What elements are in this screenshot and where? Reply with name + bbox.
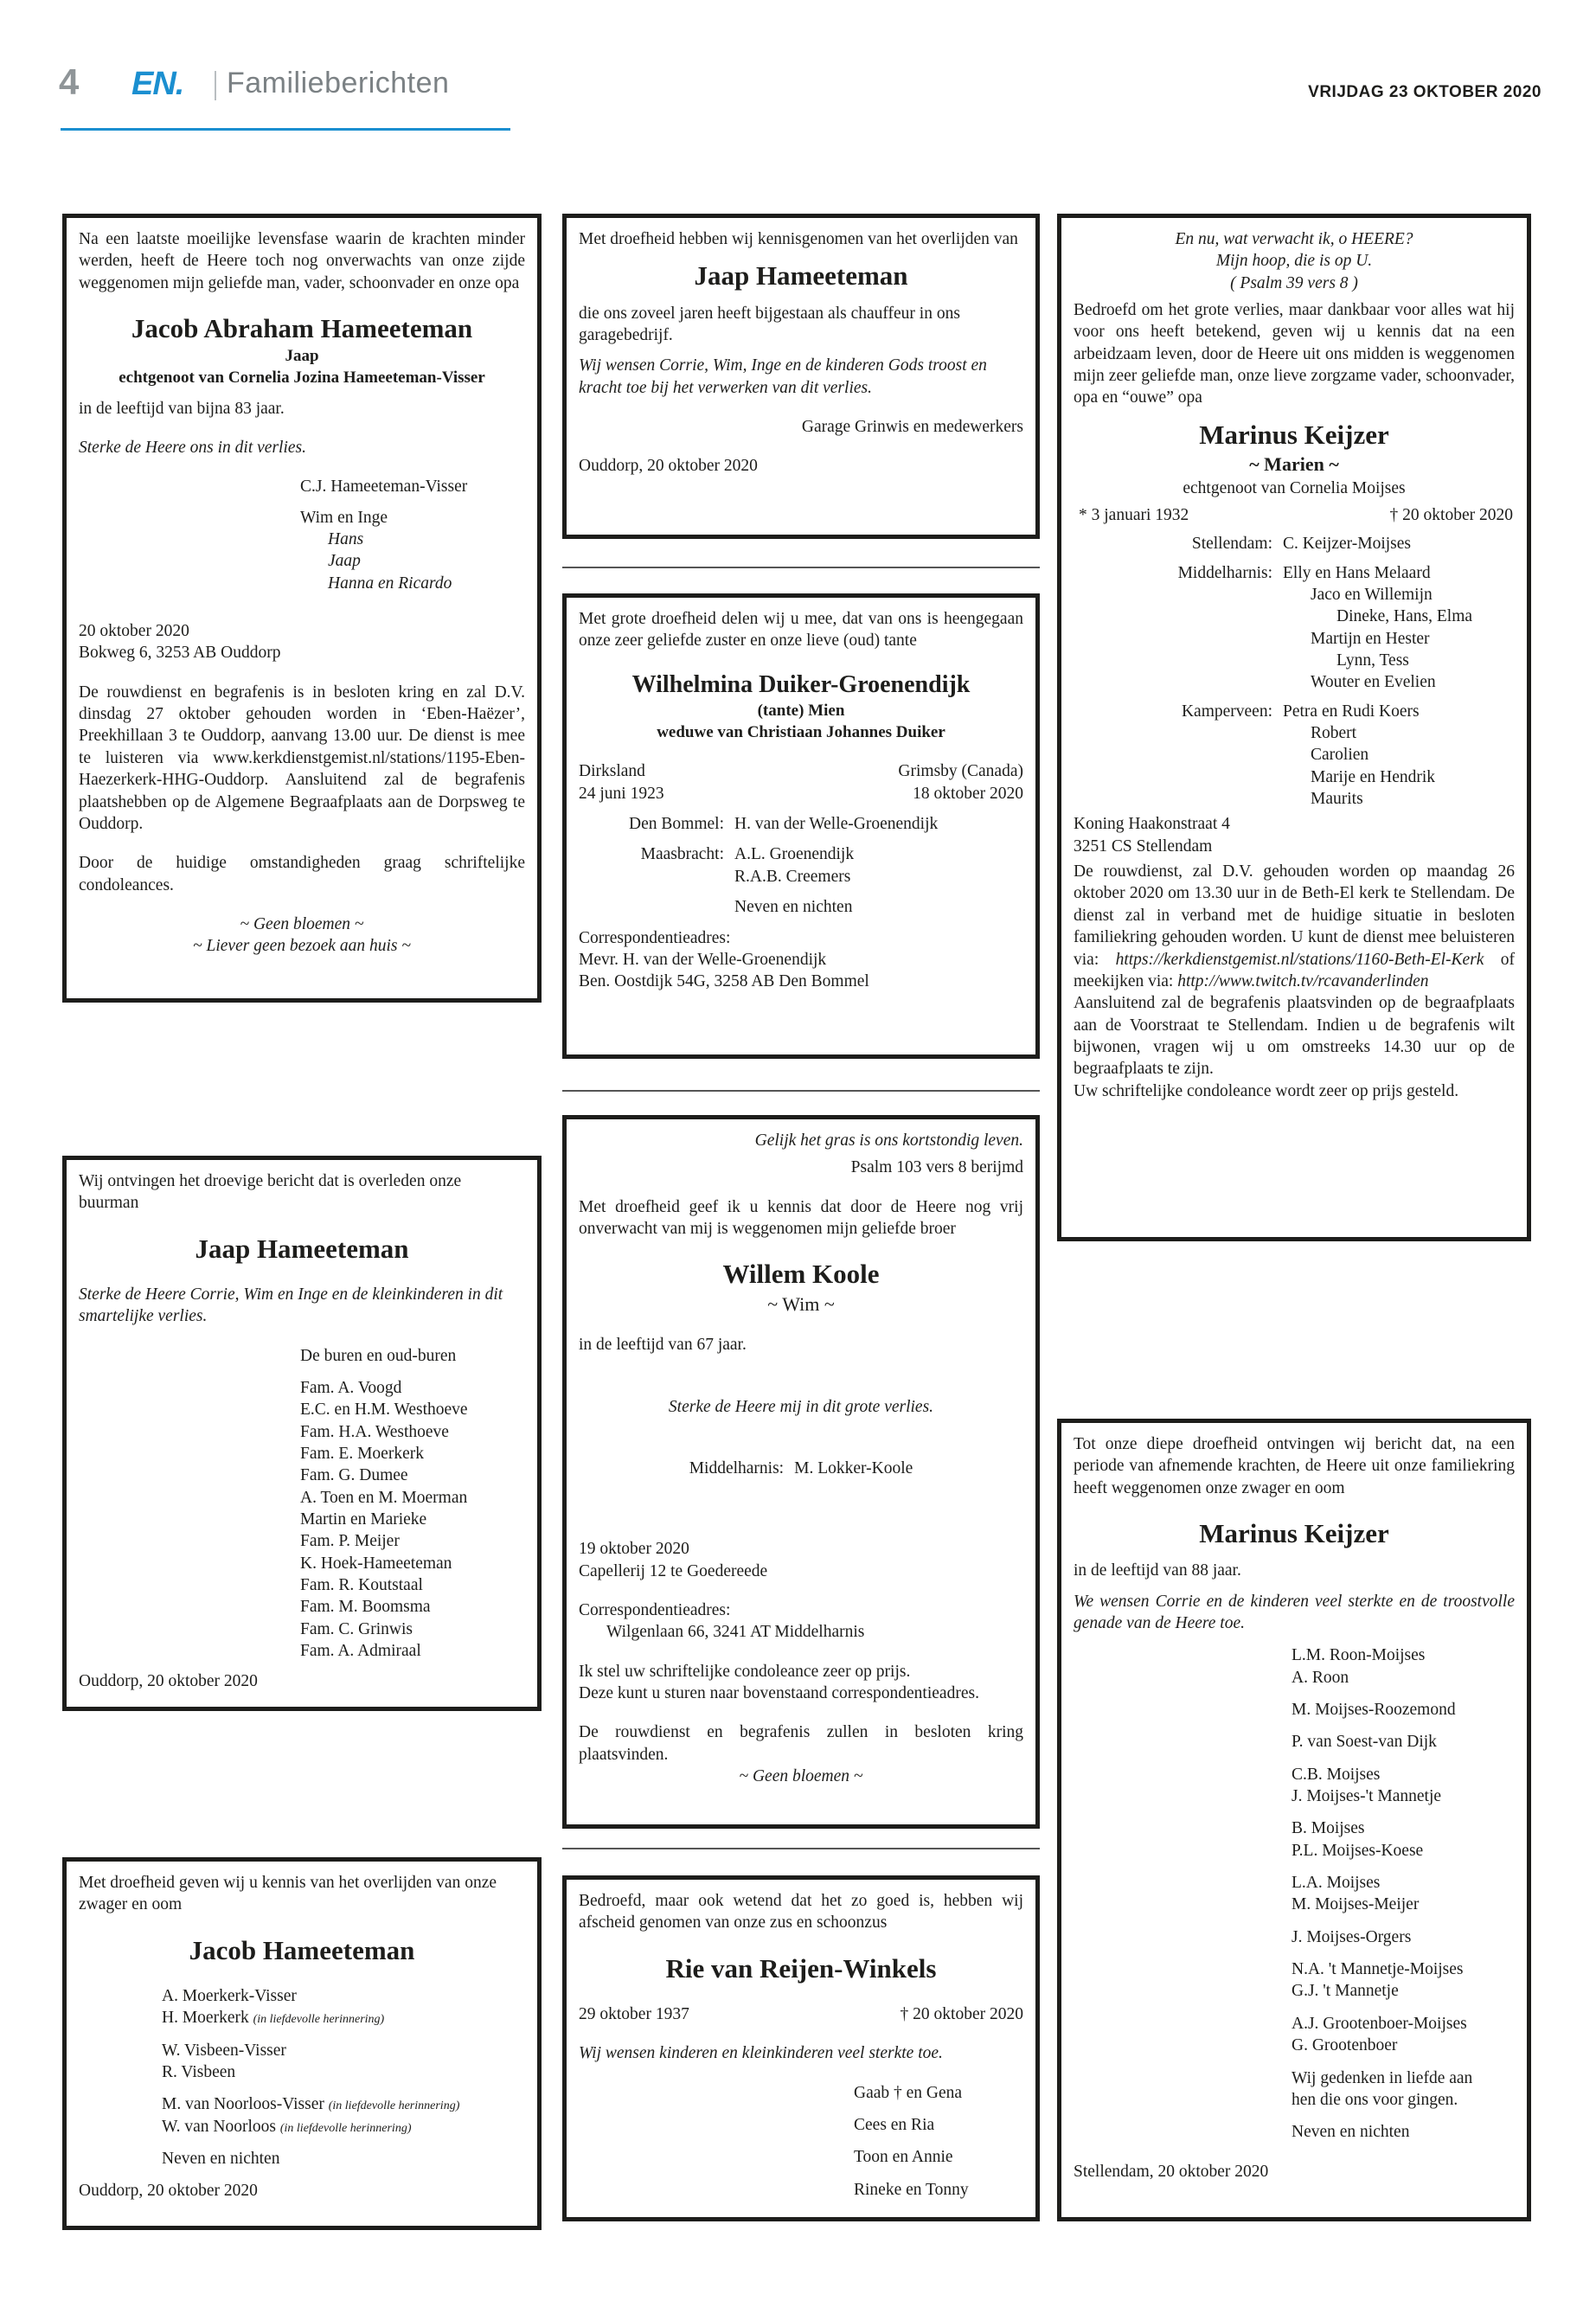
- notice-visser-family: [62, 1857, 542, 2230]
- intro-text: Na een laatste moeilijke levensfase waarin de krachten minder werden, heeft de Heere toch nog onverwachts van onze zijde weggenomen mijn geliefde man, vader, schoonvader en onze opa: [79, 230, 525, 292]
- verse-line: En nu, wat verwacht ik, o HEERE?: [1175, 230, 1413, 248]
- no-flowers: ~ Geen bloemen ~: [240, 914, 364, 933]
- intro-text: Bedroefd om het grote verlies, maar dankbaar voor alles wat hij voor ons heeft betekend, geven wij u kennis dat na een arbeidzaam leven, door de Heere uit ons midden is weggenomen mijn zeer geliefde man, onze lieve zorgzame vader, schoonvader, opa en “ouwe” opa: [1074, 301, 1515, 407]
- family-name: Robert: [1311, 724, 1357, 743]
- no-flowers: ~ Geen bloemen ~: [739, 1767, 863, 1786]
- neighbour-name: K. Hoek-Hameeteman: [300, 1554, 452, 1573]
- birth-date: 24 juni 1923: [579, 784, 664, 803]
- remembrance: Wij gedenken in liefde aan: [1292, 2068, 1473, 2087]
- issue-date: VRIJDAG 23 OKTOBER 2020: [1308, 83, 1542, 101]
- relative-name: M. van Noorloos-Visser: [162, 2095, 324, 2114]
- obituary-rie-van-reijen: [562, 1875, 1040, 2221]
- signer: C.J. Hameeteman-Visser: [300, 478, 468, 497]
- nickname: ~ Wim ~: [767, 1292, 835, 1315]
- relative-name: Toon en Annie: [854, 2148, 953, 2167]
- verse: Gelijk het gras is ons kortstondig leven.: [754, 1131, 1023, 1150]
- service-info: De rouwdienst en begrafenis zullen in besloten kring plaatsvinden.: [579, 1723, 1023, 1764]
- intro-text: Met droefheid geven wij u kennis van het overlijden van onze zwager en oom: [79, 1874, 497, 1914]
- neighbour-name: Fam. M. Boomsma: [300, 1598, 431, 1617]
- intro-text: Met droefheid geef ik u kennis dat door de Heere nog vrij onverwacht van mij is weggenomen mijn geliefde broer: [579, 1197, 1023, 1239]
- neighbour-name: Fam. H.A. Westhoeve: [300, 1422, 449, 1441]
- deceased-name: Wilhelmina Duiker-Groenendijk: [631, 670, 971, 698]
- relative-name: L.A. Moijses: [1292, 1874, 1381, 1893]
- family-name: Jaco en Willemijn: [1311, 586, 1433, 605]
- date: 19 oktober 2020: [579, 1540, 689, 1559]
- deceased-name: Willem Koole: [722, 1259, 880, 1290]
- family-name: Carolien: [1311, 746, 1369, 765]
- spouse: echtgenoot van Cornelia Jozina Hameeteman-Visser: [119, 369, 485, 388]
- age: in de leeftijd van bijna 83 jaar.: [79, 399, 285, 418]
- place-date: Ouddorp, 20 oktober 2020: [79, 2182, 258, 2201]
- nickname: Jaap: [285, 347, 319, 366]
- family-name: Wim en Inge: [300, 508, 388, 527]
- notice-garage-grinwis: [562, 214, 1040, 539]
- notice-neighbours: [62, 1156, 542, 1711]
- obituary-willem-koole: [562, 1115, 1040, 1829]
- relative-name: H. Moerkerk: [162, 2009, 249, 2028]
- column-separator: [562, 1848, 1040, 1849]
- relative-place: Middelharnis:: [689, 1458, 785, 1477]
- in-memoriam-note: (in liefdevolle herinnering): [328, 2099, 460, 2113]
- in-memoriam-note: (in liefdevolle herinnering): [253, 2013, 385, 2027]
- address-line: Koning Haakonstraat 4: [1074, 815, 1230, 834]
- intro-text: Wij ontvingen het droevige bericht dat is overleden onze buurman: [79, 1172, 462, 1213]
- intro-text: Met grote droefheid delen wij u mee, dat van ons is heengegaan onze zeer geliefde zuster en onze lieve (oud) tante: [579, 610, 1023, 651]
- relative-name: J. Moijses-Orgers: [1292, 1927, 1412, 1946]
- wish: Wij wensen Corrie, Wim, Inge en de kinderen Gods troost en kracht toe bij het verwerken van dit verlies.: [579, 356, 987, 397]
- correspondence-label: Correspondentieadres:: [579, 928, 731, 947]
- family-name: Lynn, Tess: [1336, 651, 1409, 670]
- relative-name: M. Moijses-Roozemond: [1292, 1701, 1456, 1720]
- service-info: De rouwdienst en begrafenis is in besloten kring en zal D.V. dinsdag 27 oktober gehouden worden in ‘Eben-Haëzer’, Preekhillaan 3 te Ouddorp, aanvang 13.00 uur. De dienst is mee te luisteren via www.kerkdienstgemist.nl/stations/1195-Eben-Haezerkerk-HHG-Ouddorp. Aansluitend zal de begrafenis plaatshebben op de Algemene Begraafplaats aan de Dorpsweg te Ouddorp.: [79, 683, 525, 833]
- signer: Garage Grinwis en medewerkers: [801, 418, 1023, 437]
- relative-name: M. Lokker-Koole: [794, 1458, 913, 1477]
- notice-moijses-family: [1057, 1419, 1531, 2221]
- column-separator: [562, 1090, 1040, 1092]
- intro-text: Bedroefd, maar ook wetend dat het zo goed is, hebben wij afscheid genomen van onze zus en schoonzus: [579, 1892, 1023, 1932]
- page-number: 4: [59, 61, 80, 102]
- column-separator: [562, 567, 1040, 568]
- wish: We wensen Corrie en de kinderen veel sterkte en de troostvolle genade van de Heere toe.: [1074, 1592, 1515, 1633]
- header-rule: [61, 128, 510, 131]
- body-text: die ons zoveel jaren heeft bijgestaan als chauffeur in ons garagebedrijf.: [579, 304, 960, 344]
- death-place: Grimsby (Canada): [898, 762, 1023, 781]
- relative-name: L.M. Roon-Moijses: [1292, 1646, 1426, 1665]
- signer: De buren en oud-buren: [300, 1346, 457, 1365]
- relative-name: A. Moerkerk-Visser: [162, 1986, 297, 2005]
- newspaper-logo: EN.: [131, 66, 184, 102]
- deceased-name: Jacob Abraham Hameeteman: [131, 313, 473, 344]
- death-date: † 20 oktober 2020: [1389, 505, 1513, 524]
- family-name: Dineke, Hans, Elma: [1336, 607, 1473, 626]
- verse: Sterke de Heere ons in dit verlies.: [79, 439, 306, 458]
- place-date: Ouddorp, 20 oktober 2020: [79, 1672, 258, 1691]
- relative-name: H. van der Welle-Groenendijk: [734, 815, 939, 834]
- family-place: Kamperveen:: [1181, 702, 1272, 721]
- family-name: Petra en Rudi Koers: [1283, 702, 1420, 721]
- intro-text: Met droefheid hebben wij kennisgenomen van het overlijden van: [579, 230, 1018, 248]
- neighbour-name: Fam. A. Admiraal: [300, 1642, 421, 1661]
- deceased-name: Jaap Hameeteman: [694, 260, 908, 292]
- date: 20 oktober 2020: [79, 622, 189, 641]
- note: Deze kunt u sturen naar bovenstaand correspondentieadres.: [579, 1684, 979, 1703]
- relative-name: C.B. Moijses: [1292, 1765, 1381, 1784]
- relative-name: A. Roon: [1292, 1668, 1349, 1687]
- header-divider: [215, 71, 216, 100]
- intro-text: Tot onze diepe droefheid ontvingen wij bericht dat, na een periode van afnemende krachten, de Heere uit onze familiekring heeft weggenomen onze zwager en oom: [1074, 1435, 1515, 1497]
- neighbour-name: Fam. G. Dumee: [300, 1466, 408, 1485]
- nephews-nieces: Neven en nichten: [734, 898, 853, 917]
- age: in de leeftijd van 67 jaar.: [579, 1336, 747, 1355]
- relative-name: P.L. Moijses-Koese: [1292, 1841, 1424, 1860]
- family-place: Stellendam:: [1191, 535, 1272, 554]
- birth-date: 29 oktober 1937: [579, 2004, 689, 2023]
- neighbour-name: Fam. E. Moerkerk: [300, 1445, 424, 1464]
- relative-name: N.A. 't Mannetje-Moijses: [1292, 1960, 1464, 1979]
- relative-name: Rineke en Tonny: [854, 2180, 969, 2199]
- death-date: 18 oktober 2020: [913, 784, 1023, 803]
- section-title: Familieberichten: [227, 67, 450, 99]
- relative-name: A.J. Grootenboer-Moijses: [1292, 2014, 1467, 2033]
- relative-name: J. Moijses-'t Mannetje: [1292, 1787, 1442, 1806]
- relative-name: B. Moijses: [1292, 1819, 1365, 1838]
- stream-link[interactable]: https://kerkdienstgemist.nl/stations/1160-Beth-El-Kerk: [1115, 950, 1484, 969]
- family-place: Middelharnis:: [1177, 563, 1272, 582]
- correspondence-label: Correspondentieadres:: [579, 1600, 731, 1619]
- neighbour-name: Fam. C. Grinwis: [300, 1619, 413, 1638]
- relative-place: Maasbracht:: [640, 845, 724, 864]
- relative-name: R. Visbeen: [162, 2063, 236, 2082]
- neighbour-name: A. Toen en M. Moerman: [300, 1488, 468, 1507]
- deceased-name: Jaap Hameeteman: [195, 1233, 409, 1264]
- wish: Wij wensen kinderen en kleinkinderen veel sterkte toe.: [579, 2044, 943, 2063]
- address-line: 3251 CS Stellendam: [1074, 836, 1213, 856]
- family-name: Hanna en Ricardo: [328, 574, 452, 593]
- family-name: Maurits: [1311, 790, 1363, 809]
- relative-name: Neven en nichten: [1292, 2123, 1410, 2142]
- wish: Sterke de Heere mij in dit grote verlies.: [668, 1397, 934, 1416]
- spouse: echtgenoot van Cornelia Moijses: [1183, 478, 1406, 497]
- deceased-name: Jacob Hameeteman: [189, 1934, 415, 1965]
- family-name: Jaap: [328, 552, 361, 571]
- relative-name: A.L. Groenendijk: [734, 845, 855, 864]
- relative-name: W. Visbeen-Visser: [162, 2041, 286, 2060]
- widow-of: weduwe van Christiaan Johannes Duiker: [657, 722, 945, 741]
- age: in de leeftijd van 88 jaar.: [1074, 1561, 1241, 1580]
- relative-name: G. Grootenboer: [1292, 2036, 1398, 2055]
- verse-line: Mijn hoop, die is op U.: [1215, 252, 1373, 271]
- condolences: Door de huidige omstandigheden graag schriftelijke condoleances.: [79, 854, 525, 894]
- service-info: [1074, 861, 1515, 992]
- neighbour-name: Martin en Marieke: [300, 1510, 427, 1529]
- death-date: † 20 oktober 2020: [900, 2004, 1023, 2023]
- neighbour-name: E.C. en H.M. Westhoeve: [300, 1400, 468, 1420]
- family-name: Marije en Hendrik: [1311, 767, 1436, 786]
- service-text: of meekijken via:: [1074, 950, 1516, 990]
- relative-name: R.A.B. Creemers: [734, 867, 851, 886]
- relative-name: W. van Noorloos: [162, 2117, 276, 2136]
- family-name: Wouter en Evelien: [1311, 673, 1436, 692]
- family-name: Elly en Hans Melaard: [1283, 563, 1431, 582]
- relative-name: Cees en Ria: [854, 2116, 935, 2135]
- correspondence-address: Wilgenlaan 66, 3241 AT Middelharnis: [606, 1623, 865, 1642]
- relative-name: Neven en nichten: [162, 2150, 280, 2169]
- place-date: Ouddorp, 20 oktober 2020: [579, 457, 758, 476]
- verse-reference: Psalm 103 vers 8 berijmd: [850, 1158, 1023, 1177]
- deceased-name: Marinus Keijzer: [1199, 419, 1389, 450]
- relative-name: G.J. 't Mannetje: [1292, 1982, 1399, 2001]
- obituary-wilhelmina-duiker: [562, 593, 1040, 1059]
- verse-reference: ( Psalm 39 vers 8 ): [1230, 273, 1358, 292]
- wish: Sterke de Heere Corrie, Wim en Inge en de kleinkinderen in dit smartelijke verlies.: [79, 1285, 503, 1326]
- condolences: Uw schriftelijke condoleance wordt zeer op prijs gesteld.: [1074, 1081, 1459, 1100]
- place-date: Stellendam, 20 oktober 2020: [1074, 2162, 1269, 2181]
- nickname: ~ Marien ~: [1249, 453, 1339, 476]
- neighbour-name: Fam. P. Meijer: [300, 1532, 400, 1551]
- nickname: (tante) Mien: [757, 702, 845, 721]
- no-visit: ~ Liever geen bezoek aan huis ~: [193, 937, 411, 956]
- remembrance: hen die ons voor gingen.: [1292, 2090, 1458, 2109]
- obituary-marinus-keijzer: [1057, 214, 1531, 1241]
- relative-place: Den Bommel:: [629, 815, 724, 834]
- burial-info: Aansluitend zal de begrafenis plaatsvinden op de begraafplaats aan de Voorstraat te Stellendam. Indien u de begrafenis wilt bijwonen, vragen wij u om omstreeks 14.30 uur op de begraafplaats te zijn.: [1074, 994, 1515, 1079]
- neighbour-name: Fam. A. Voogd: [300, 1379, 402, 1398]
- correspondence-line: Ben. Oostdijk 54G, 3258 AB Den Bommel: [579, 972, 869, 991]
- stream-link[interactable]: http://www.twitch.tv/rcavanderlinden: [1177, 971, 1429, 990]
- family-name: Martijn en Hester: [1311, 629, 1430, 648]
- service-text: De rouwdienst, zal D.V. gehouden worden op maandag 26 oktober 2020 om 13.30 uur in de Beth-El kerk te Stellendam. De dienst zal in verband met de huidige situatie in besloten familiekring gehouden worden. U kunt de dienst mee beluisteren via:: [1074, 862, 1515, 969]
- birth-place: Dirksland: [579, 762, 645, 781]
- relative-name: M. Moijses-Meijer: [1292, 1895, 1420, 1914]
- address: Bokweg 6, 3253 AB Ouddorp: [79, 644, 281, 663]
- relative-name: P. van Soest-van Dijk: [1292, 1733, 1437, 1752]
- relative-name: Gaab † en Gena: [854, 2083, 963, 2102]
- obituary-jacob-abraham-hameeteman: [62, 214, 542, 1003]
- in-memoriam-note: (in liefdevolle herinnering): [279, 2121, 412, 2135]
- birth-date: * 3 januari 1932: [1079, 505, 1189, 524]
- address: Capellerij 12 te Goedereede: [579, 1561, 768, 1580]
- family-name: C. Keijzer-Moijses: [1283, 535, 1411, 554]
- correspondence-line: Mevr. H. van der Welle-Groenendijk: [579, 950, 827, 969]
- note: Ik stel uw schriftelijke condoleance zeer op prijs.: [579, 1662, 911, 1681]
- family-name: Hans: [328, 530, 364, 549]
- deceased-name: Marinus Keijzer: [1199, 1518, 1389, 1549]
- neighbour-name: Fam. R. Koutstaal: [300, 1576, 423, 1595]
- deceased-name: Rie van Reijen-Winkels: [665, 1952, 937, 1984]
